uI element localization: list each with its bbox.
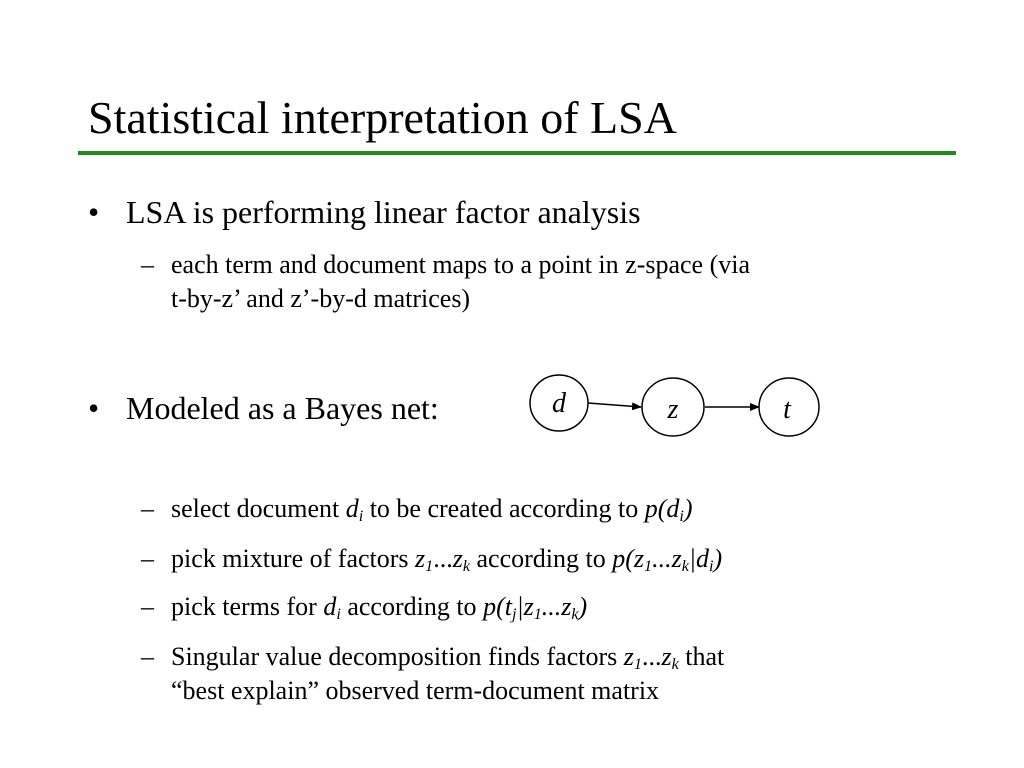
sub-bullet-text — [171, 248, 750, 316]
sub-bullet-line-1: each term and document maps to a point in z-space (via — [171, 250, 751, 279]
bullet-marker: • — [88, 390, 100, 426]
subscript-i: i — [679, 508, 684, 526]
subscript-k: k — [681, 558, 689, 576]
text-run: ... — [433, 544, 453, 573]
text-run: p(d — [644, 494, 680, 523]
sub-bullet-text — [171, 640, 724, 708]
var-z: z — [623, 642, 634, 671]
var-d: d — [345, 494, 359, 523]
node-d-label: d — [552, 388, 566, 419]
sub-bullet-line-2: t-by-z’ and z’-by-d matrices) — [171, 284, 471, 313]
prob-expression — [612, 544, 723, 576]
subscript-j: j — [511, 606, 517, 624]
text-run: p(z — [612, 544, 645, 573]
bullet-marker: • — [88, 194, 100, 230]
text-run: ) — [578, 592, 588, 621]
bullet-text: Modeled as a Bayes net: — [126, 390, 439, 426]
text-run: ... — [641, 642, 662, 671]
subscript-1: 1 — [644, 558, 653, 576]
sub-bullet-text — [171, 542, 722, 576]
subscript-1: 1 — [633, 656, 642, 674]
bullet-text: LSA is performing linear factor analysis — [126, 194, 641, 230]
text-run: ) — [713, 544, 723, 573]
subscript-i: i — [336, 606, 341, 624]
prob-expression — [483, 592, 588, 624]
text-run: select document — [171, 494, 346, 523]
text-run: |d — [688, 544, 710, 573]
subscript-1: 1 — [533, 606, 542, 624]
node-z-label: z — [667, 394, 679, 425]
text-run: ) — [683, 494, 693, 523]
text-run: |z — [516, 592, 534, 621]
node-t-label: t — [783, 394, 791, 425]
var-z: z — [452, 544, 463, 573]
slide-title: Statistical interpretation of LSA — [88, 92, 677, 143]
var-z: z — [661, 642, 672, 671]
text-run: pick mixture of factors — [171, 544, 416, 573]
text-run: that — [678, 642, 725, 671]
sub-bullet-text — [171, 590, 587, 624]
text-run: Singular value decomposition finds factors — [171, 642, 624, 671]
dash-marker: – — [141, 494, 154, 523]
text-run: pick terms for — [171, 592, 324, 621]
text-run: ...z — [541, 592, 572, 621]
dash-marker: – — [141, 642, 154, 671]
dash-marker: – — [141, 250, 154, 279]
text-run: according to — [470, 544, 613, 573]
subscript-i: i — [358, 508, 364, 526]
var-z: z — [415, 544, 426, 573]
bayes-net-diagram — [525, 372, 825, 442]
dash-marker: – — [141, 592, 154, 621]
text-run: p(t — [483, 592, 512, 621]
text-run: according to — [340, 592, 484, 621]
subscript-i: i — [709, 558, 714, 576]
sub-bullet-text — [171, 492, 693, 526]
prob-expression — [644, 494, 693, 526]
subscript-k: k — [462, 558, 470, 576]
dash-marker: – — [141, 544, 154, 573]
title-underline — [78, 151, 956, 155]
sub-bullet-line-1 — [171, 640, 724, 674]
text-run: ...z — [652, 544, 682, 573]
edge-d-to-z — [588, 403, 641, 407]
var-d: d — [323, 592, 337, 621]
sub-bullet-line-2: “best explain” observed term-document matrix — [171, 676, 660, 705]
text-run: to be created according to — [363, 494, 645, 523]
subscript-1: 1 — [425, 558, 434, 576]
subscript-k: k — [671, 656, 679, 674]
subscript-k: k — [571, 606, 579, 624]
